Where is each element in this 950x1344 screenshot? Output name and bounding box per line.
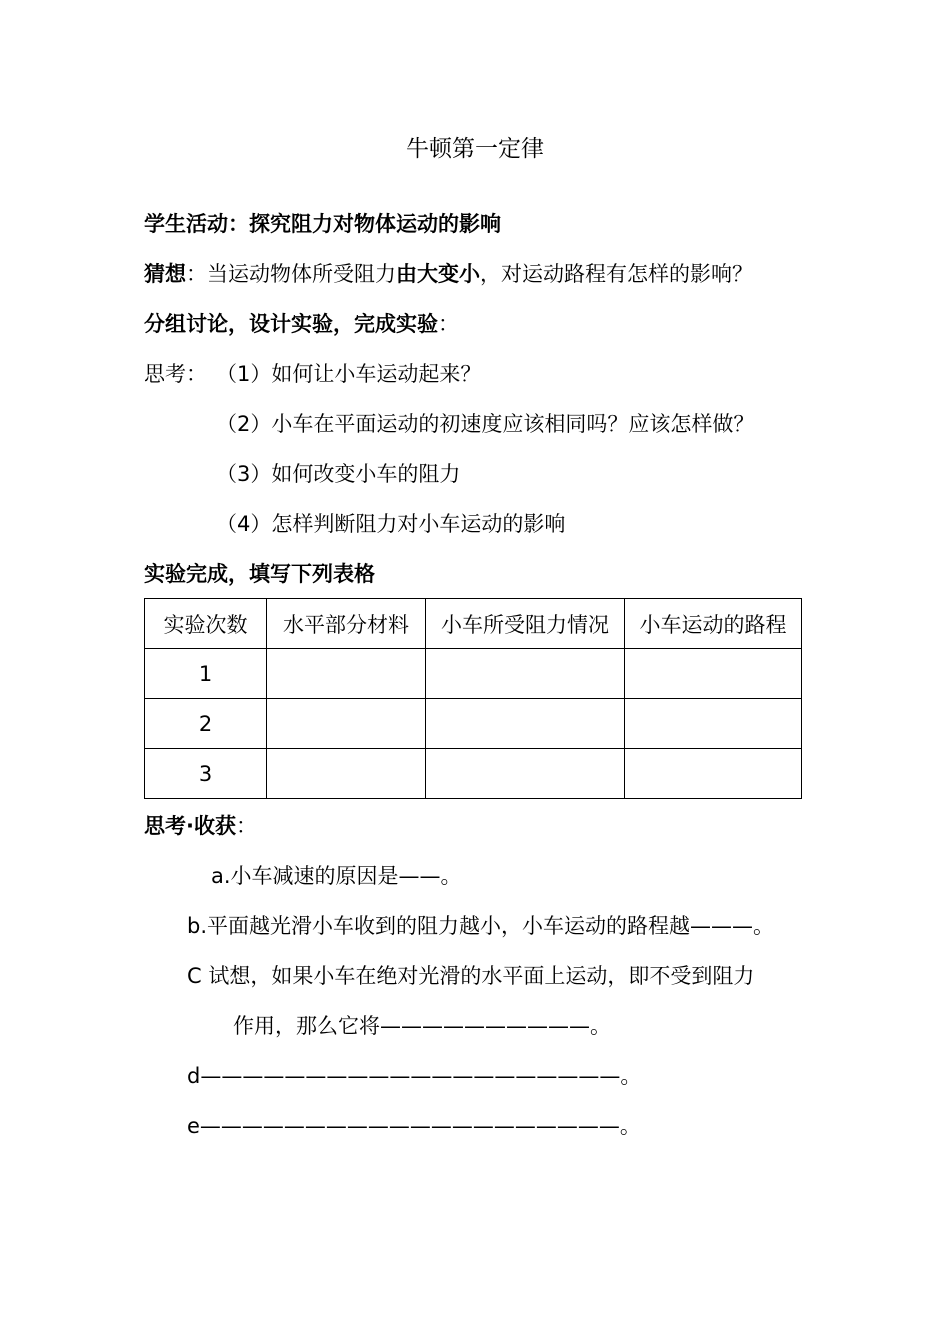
think-item: （2）小车在平面运动的初速度应该相同吗？应该怎样做？ xyxy=(216,412,755,436)
table-cell: 2 xyxy=(145,699,267,749)
table-cell: 3 xyxy=(145,749,267,799)
table-header-cell: 小车运动的路程 xyxy=(625,599,802,649)
table-cell: 1 xyxy=(145,649,267,699)
table-cell xyxy=(426,699,625,749)
discuss-heading xyxy=(144,309,459,339)
harvest-item-b: b.平面越光滑小车收到的阻力越小，小车运动的路程越———。 xyxy=(187,914,775,938)
table-header-cell: 水平部分材料 xyxy=(267,599,426,649)
table-header-cell: 小车所受阻力情况 xyxy=(426,599,625,649)
guess-text-pre: ：当运动物体所受阻力 xyxy=(186,262,396,286)
think-item: （3）如何改变小车的阻力 xyxy=(216,462,461,486)
think-label: 思考： xyxy=(144,362,207,386)
table-row xyxy=(145,699,802,749)
think-item: （4）怎样判断阻力对小车运动的影响 xyxy=(216,512,566,536)
guess-paragraph xyxy=(144,259,753,289)
guess-text-post: ，对运动路程有怎样的影响？ xyxy=(480,262,753,286)
harvest-item-d: d————————————————————。 xyxy=(187,1064,642,1088)
table-cell xyxy=(267,749,426,799)
guess-emphasis: 由大变小 xyxy=(396,262,480,286)
discuss-label: 分组讨论，设计实验，完成实验 xyxy=(144,312,438,336)
experiment-table xyxy=(144,598,802,799)
harvest-colon: ： xyxy=(235,814,257,838)
table-cell xyxy=(625,699,802,749)
guess-label: 猜想 xyxy=(144,262,186,286)
page-title: 牛顿第一定律 xyxy=(406,136,544,162)
table-cell xyxy=(426,749,625,799)
table-row xyxy=(145,649,802,699)
harvest-label: 思考·收获 xyxy=(144,814,236,838)
table-header-cell: 实验次数 xyxy=(145,599,267,649)
harvest-item-c-line2: 作用，那么它将——————————。 xyxy=(233,1014,611,1038)
harvest-item-c-line1: C 试想，如果小车在绝对光滑的水平面上运动，即不受到阻力 xyxy=(187,964,755,988)
discuss-colon: ： xyxy=(438,312,459,336)
table-cell xyxy=(426,649,625,699)
harvest-item-a: a.小车减速的原因是——。 xyxy=(211,864,462,888)
harvest-heading xyxy=(144,811,257,841)
table-heading: 实验完成，填写下列表格 xyxy=(144,562,375,586)
table-cell xyxy=(267,699,426,749)
activity-heading: 学生活动：探究阻力对物体运动的影响 xyxy=(144,212,501,236)
table-cell xyxy=(625,749,802,799)
table-header-row xyxy=(145,599,802,649)
table-cell xyxy=(267,649,426,699)
table-row xyxy=(145,749,802,799)
table-cell xyxy=(625,649,802,699)
harvest-item-e: e————————————————————。 xyxy=(187,1114,641,1138)
think-item: （1）如何让小车运动起来？ xyxy=(216,362,482,386)
